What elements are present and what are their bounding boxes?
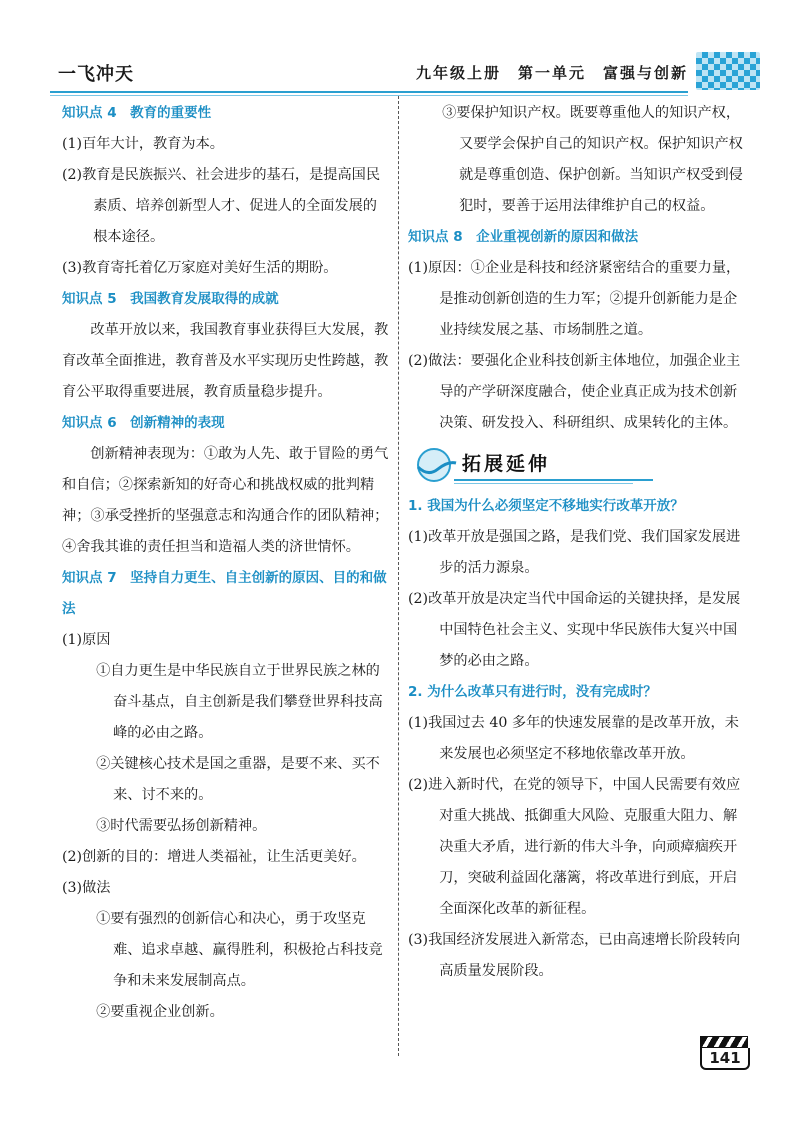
header-rule: [50, 91, 688, 93]
knowledge-point-heading: 知识点 6 创新精神的表现: [62, 415, 225, 431]
page-header: [50, 48, 760, 94]
sub-list-item: ③要保护知识产权。既要尊重他人的知识产权，又要学会保护自己的知识产权。保护知识产权就是尊重创造、保护创新。当知识产权受到侵犯时，要善于运用法律维护自己的权益。: [442, 105, 743, 214]
list-item: (2)做法：要强化企业科技创新主体地位，加强企业主导的产学研深度融合，使企业真正成为技术创新决策、研发投入、科研组织、成果转化的主体。: [408, 353, 741, 431]
column-divider: [398, 96, 399, 1056]
question-heading: 2. 为什么改革只有进行时，没有完成时？: [408, 684, 657, 700]
knowledge-point-heading: 知识点 4 教育的重要性: [62, 105, 212, 121]
paragraph: 创新精神表现为：①敢为人先、敢于冒险的勇气和自信；②探索新知的好奇心和挑战权威的批判精神；③承受挫折的坚强意志和沟通合作的团队精神；④舍我其谁的责任担当和造福人类的济世情怀。: [62, 446, 389, 555]
list-item: (3)做法: [62, 880, 111, 896]
right-column: [408, 98, 743, 987]
banner-rule: [454, 479, 653, 481]
paragraph: 改革开放以来，我国教育事业获得巨大发展，教育改革全面推进，教育普及水平实现历史性跨越，教育公平取得重要进展，教育质量稳步提升。: [62, 322, 389, 400]
knowledge-point-heading: 知识点 7 坚持自力更生、自主创新的原因、目的和做法: [62, 570, 387, 617]
list-item: (3)教育寄托着亿万家庭对美好生活的期盼。: [62, 260, 338, 276]
sub-list-item: ②要重视企业创新。: [96, 1004, 224, 1020]
list-item: (2)创新的目的：增进人类福祉，让生活更美好。: [62, 849, 366, 865]
list-item: (3)我国经济发展进入新常态，已由高速增长阶段转向高质量发展阶段。: [408, 932, 741, 979]
knowledge-point-heading: 知识点 8 企业重视创新的原因和做法: [408, 229, 639, 245]
question-heading: 1. 我国为什么必须坚定不移地实行改革开放？: [408, 498, 684, 514]
sub-list-item: ②关键核心技术是国之重器，是要不来、买不来、讨不来的。: [96, 756, 380, 803]
sub-list-item: ①要有强烈的创新信心和决心，勇于攻坚克难、追求卓越、赢得胜利，积极抢占科技竞争和未来发展制高点。: [96, 911, 383, 989]
list-item: (1)原因：①企业是科技和经济紧密结合的重要力量，是推动创新创造的生力军；②提升创新能力是企业持续发展之基、市场制胜之道。: [408, 260, 741, 338]
list-item: (2)教育是民族振兴、社会进步的基石，是提高国民素质、培养创新型人才、促进人的全面发展的根本途径。: [62, 167, 381, 245]
checker-decoration: [696, 52, 760, 90]
page-number-badge: [700, 1036, 750, 1070]
knowledge-point-heading: 知识点 5 我国教育发展取得的成就: [62, 291, 279, 307]
clapper-icon: [700, 1036, 748, 1048]
list-item: (1)原因: [62, 632, 111, 648]
sub-list-item: ③时代需要弘扬创新精神。: [96, 818, 267, 834]
list-item: (1)我国过去 40 多年的快速发展靠的是改革开放，未来发展也必须坚定不移地依靠改革开放。: [408, 715, 739, 762]
list-item: (2)进入新时代，在党的领导下，中国人民需要有效应对重大挑战、抵御重大风险、克服重大阻力、解决重大矛盾，进行新的伟大斗争，向顽瘴痼疾开刀，突破利益固化藩篱，将改革进行到底，开启全面深化改革的新征程。: [408, 777, 741, 917]
list-item: (1)百年大计，教育为本。: [62, 136, 224, 152]
list-item: (1)改革开放是强国之路，是我们党、我们国家发展进步的活力源泉。: [408, 529, 741, 576]
brand-logo-text: 一飞冲天: [58, 64, 134, 85]
left-column: [62, 98, 390, 1028]
section-banner-title: 拓展延伸: [462, 453, 551, 475]
banner-rule-thin: [454, 483, 633, 484]
wave-icon: [414, 447, 458, 483]
header-rule-thin: [50, 95, 688, 96]
section-banner: [408, 443, 743, 489]
sub-list-item: ①自力更生是中华民族自立于世界民族之林的奋斗基点，自主创新是我们攀登世界科技高峰的必由之路。: [96, 663, 383, 741]
brand-logo: [58, 60, 134, 86]
list-item: (2)改革开放是决定当代中国命运的关键抉择，是发展中国特色社会主义、实现中华民族伟大复兴中国梦的必由之路。: [408, 591, 741, 669]
page-number: 141: [700, 1048, 750, 1070]
header-title: 九年级上册 第一单元 富强与创新: [415, 64, 688, 82]
